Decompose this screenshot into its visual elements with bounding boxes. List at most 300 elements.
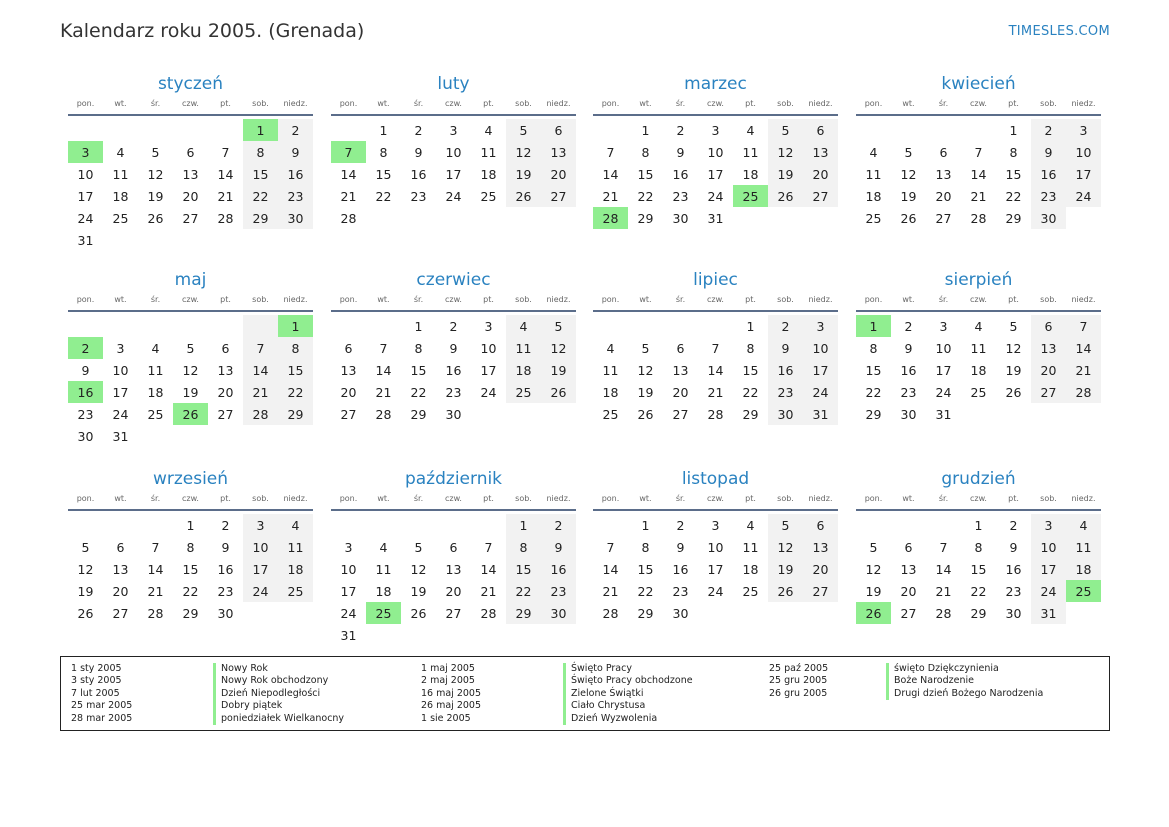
weekday-label: czw. [970, 295, 987, 304]
empty-cell [331, 315, 366, 337]
day-cell: 25 [112, 210, 129, 226]
day-cell: 10 [77, 166, 94, 182]
day-cell: 25 [742, 583, 759, 599]
page-title: Kalendarz roku 2005. (Grenada) [60, 20, 365, 42]
day-cell: 16 [1031, 163, 1066, 185]
day-cell: 17 [77, 188, 94, 204]
empty-cell [856, 514, 891, 536]
day-cell: 16 [768, 359, 803, 381]
day-cell: 9 [1031, 141, 1066, 163]
weekday-header [856, 294, 1101, 312]
day-cell: 29 [506, 602, 541, 624]
weekday-label: śr. [938, 494, 949, 503]
day-grid [856, 315, 1101, 425]
empty-cell [366, 514, 401, 536]
weekday-label: pt. [745, 99, 756, 108]
day-cell: 30 [217, 605, 234, 621]
day-cell: 17 [1031, 558, 1066, 580]
day-cell: 14 [602, 166, 619, 182]
holiday-day-cell: 25 [366, 602, 401, 624]
day-cell: 2 [1031, 119, 1066, 141]
day-cell: 25 [970, 384, 987, 400]
day-cell: 14 [935, 561, 952, 577]
empty-cell [891, 119, 926, 141]
weekday-label: pt. [1008, 99, 1019, 108]
day-cell: 17 [340, 583, 357, 599]
day-cell: 10 [1066, 141, 1101, 163]
day-cell: 2 [904, 318, 913, 334]
day-cell: 10 [445, 144, 462, 160]
holiday-day-cell: 25 [1066, 580, 1101, 602]
day-cell: 4 [116, 144, 125, 160]
day-cell: 28 [340, 210, 357, 226]
day-cell: 13 [340, 362, 357, 378]
day-cell: 26 [541, 381, 576, 403]
day-cell: 23 [1005, 583, 1022, 599]
day-cell: 2 [541, 514, 576, 536]
day-cell: 30 [278, 207, 313, 229]
day-cell: 31 [803, 403, 838, 425]
day-cell: 8 [506, 536, 541, 558]
day-cell: 15 [375, 166, 392, 182]
weekday-header [331, 98, 576, 116]
day-cell: 30 [672, 210, 689, 226]
weekday-header [331, 294, 576, 312]
day-cell: 25 [506, 381, 541, 403]
day-cell: 25 [480, 188, 497, 204]
weekday-label: czw. [182, 99, 199, 108]
day-cell: 21 [935, 583, 952, 599]
day-cell: 24 [243, 580, 278, 602]
empty-cell [331, 514, 366, 536]
weekday-label: pt. [220, 99, 231, 108]
day-cell: 10 [340, 561, 357, 577]
day-cell: 12 [506, 141, 541, 163]
day-cell: 25 [865, 210, 882, 226]
weekday-label: pon. [601, 295, 620, 304]
day-cell: 28 [602, 605, 619, 621]
day-cell: 11 [742, 539, 759, 555]
day-cell: 19 [637, 384, 654, 400]
day-cell: 10 [112, 362, 129, 378]
legend-date: 26 gru 2005 [769, 687, 828, 699]
day-cell: 29 [243, 207, 278, 229]
day-cell: 25 [278, 580, 313, 602]
day-cell: 20 [935, 188, 952, 204]
day-cell: 27 [672, 406, 689, 422]
day-cell: 6 [1031, 315, 1066, 337]
month-name: czerwiec [416, 270, 491, 290]
day-cell: 30 [541, 602, 576, 624]
holiday-day-cell: 26 [856, 602, 891, 624]
weekday-label: czw. [445, 494, 462, 503]
day-cell: 6 [904, 539, 913, 555]
day-cell: 4 [379, 539, 388, 555]
weekday-label: śr. [150, 295, 161, 304]
day-cell: 24 [1031, 580, 1066, 602]
day-cell: 22 [637, 188, 654, 204]
day-cell: 13 [112, 561, 129, 577]
day-cell: 6 [344, 340, 353, 356]
day-cell: 19 [768, 163, 803, 185]
day-cell: 22 [1005, 188, 1022, 204]
day-cell: 17 [1066, 163, 1101, 185]
day-cell: 30 [900, 406, 917, 422]
day-cell: 3 [1031, 514, 1066, 536]
day-cell: 16 [410, 166, 427, 182]
day-cell: 24 [803, 381, 838, 403]
weekday-label: śr. [413, 494, 424, 503]
weekday-label: wt. [114, 494, 127, 503]
day-cell: 19 [865, 583, 882, 599]
day-cell: 6 [449, 539, 458, 555]
day-cell: 19 [541, 359, 576, 381]
empty-cell [926, 514, 961, 536]
day-cell: 8 [186, 539, 195, 555]
weekday-label: pt. [220, 295, 231, 304]
day-cell: 20 [803, 558, 838, 580]
day-cell: 3 [449, 122, 458, 138]
day-cell: 8 [746, 340, 755, 356]
legend-holiday-name: Nowy Rok obchodzony [213, 675, 344, 687]
weekday-header [593, 98, 838, 116]
day-cell: 3 [484, 318, 493, 334]
day-cell: 23 [278, 185, 313, 207]
weekday-label: sob. [777, 494, 794, 503]
day-cell: 6 [221, 340, 230, 356]
weekday-label: pt. [483, 295, 494, 304]
day-cell: 28 [970, 210, 987, 226]
day-cell: 14 [602, 561, 619, 577]
legend-holiday-name: święto Dziękczynienia [886, 663, 1043, 675]
empty-cell [243, 315, 278, 337]
day-cell: 13 [803, 536, 838, 558]
weekday-label: czw. [707, 99, 724, 108]
weekday-header [68, 294, 313, 312]
month-name: kwiecień [941, 74, 1016, 94]
day-cell: 5 [414, 539, 423, 555]
month-name: grudzień [941, 469, 1016, 489]
day-cell: 15 [1005, 166, 1022, 182]
day-cell: 5 [768, 119, 803, 141]
day-grid [856, 119, 1101, 229]
day-cell: 29 [410, 406, 427, 422]
day-cell: 21 [602, 583, 619, 599]
day-grid [593, 119, 838, 229]
day-cell: 12 [77, 561, 94, 577]
day-cell: 30 [672, 605, 689, 621]
day-cell: 27 [935, 210, 952, 226]
empty-cell [68, 119, 103, 141]
day-cell: 10 [707, 539, 724, 555]
day-cell: 28 [147, 605, 164, 621]
day-cell: 19 [768, 558, 803, 580]
day-cell: 1 [746, 318, 755, 334]
day-cell: 3 [243, 514, 278, 536]
day-cell: 27 [803, 185, 838, 207]
day-cell: 30 [768, 403, 803, 425]
month-3 [593, 74, 838, 229]
day-cell: 27 [182, 210, 199, 226]
weekday-label: czw. [970, 99, 987, 108]
day-cell: 20 [112, 583, 129, 599]
legend-date: 28 mar 2005 [71, 712, 133, 724]
legend-holiday-name: Ciało Chrystusa [563, 700, 693, 712]
day-cell: 24 [707, 583, 724, 599]
empty-cell [593, 514, 628, 536]
weekday-header [68, 98, 313, 116]
day-cell: 19 [1005, 362, 1022, 378]
day-cell: 19 [182, 384, 199, 400]
weekday-label: wt. [639, 295, 652, 304]
weekday-label: sob. [1040, 295, 1057, 304]
empty-cell [856, 119, 891, 141]
day-cell: 29 [278, 403, 313, 425]
day-cell: 6 [541, 119, 576, 141]
empty-cell [103, 119, 138, 141]
day-cell: 22 [278, 381, 313, 403]
day-cell: 2 [278, 119, 313, 141]
day-cell: 14 [1066, 337, 1101, 359]
holiday-day-cell: 2 [68, 337, 103, 359]
day-cell: 19 [77, 583, 94, 599]
weekday-label: pt. [745, 494, 756, 503]
empty-cell [593, 315, 628, 337]
weekday-header [593, 493, 838, 511]
weekday-label: wt. [902, 295, 915, 304]
month-name: lipiec [693, 270, 738, 290]
day-cell: 14 [147, 561, 164, 577]
day-cell: 5 [81, 539, 90, 555]
day-cell: 31 [935, 406, 952, 422]
month-2 [331, 74, 576, 229]
weekday-label: pon. [864, 494, 883, 503]
day-cell: 21 [480, 583, 497, 599]
day-cell: 24 [445, 188, 462, 204]
day-cell: 20 [803, 163, 838, 185]
day-cell: 9 [81, 362, 90, 378]
weekday-label: niedz. [546, 99, 571, 108]
day-cell: 21 [147, 583, 164, 599]
day-cell: 15 [970, 561, 987, 577]
day-cell: 9 [449, 340, 458, 356]
month-name: maj [174, 270, 207, 290]
day-cell: 27 [445, 605, 462, 621]
day-cell: 20 [1031, 359, 1066, 381]
weekday-label: wt. [639, 99, 652, 108]
day-cell: 4 [606, 340, 615, 356]
day-cell: 24 [112, 406, 129, 422]
weekday-label: pon. [864, 99, 883, 108]
day-cell: 16 [1005, 561, 1022, 577]
day-cell: 12 [147, 166, 164, 182]
legend-date: 2 maj 2005 [421, 675, 475, 687]
day-cell: 30 [1005, 605, 1022, 621]
weekday-label: śr. [938, 99, 949, 108]
weekday-label: czw. [707, 295, 724, 304]
weekday-label: czw. [445, 99, 462, 108]
day-cell: 16 [445, 362, 462, 378]
empty-cell [173, 119, 208, 141]
weekday-label: pon. [864, 295, 883, 304]
empty-cell [68, 514, 103, 536]
day-cell: 24 [480, 384, 497, 400]
weekday-label: niedz. [546, 494, 571, 503]
day-cell: 15 [506, 558, 541, 580]
day-cell: 27 [217, 406, 234, 422]
weekday-label: śr. [150, 494, 161, 503]
day-cell: 13 [1031, 337, 1066, 359]
day-cell: 20 [900, 583, 917, 599]
empty-cell [208, 119, 243, 141]
month-9 [68, 469, 313, 624]
empty-cell [471, 514, 506, 536]
day-cell: 16 [672, 561, 689, 577]
holiday-day-cell: 7 [331, 141, 366, 163]
empty-cell [961, 119, 996, 141]
day-cell: 7 [606, 539, 615, 555]
day-cell: 5 [506, 119, 541, 141]
legend-holiday-name: Święto Pracy [563, 663, 693, 675]
legend-dates [421, 663, 481, 725]
day-cell: 4 [1066, 514, 1101, 536]
holiday-legend [60, 656, 1110, 731]
day-cell: 20 [672, 384, 689, 400]
day-cell: 19 [900, 188, 917, 204]
weekday-label: pon. [601, 99, 620, 108]
weekday-label: pt. [483, 494, 494, 503]
day-grid [68, 119, 313, 251]
day-cell: 31 [112, 428, 129, 444]
day-cell: 5 [1009, 318, 1018, 334]
day-cell: 9 [676, 539, 685, 555]
day-cell: 2 [414, 122, 423, 138]
day-cell: 4 [974, 318, 983, 334]
day-cell: 8 [869, 340, 878, 356]
day-cell: 16 [672, 166, 689, 182]
empty-cell [103, 514, 138, 536]
day-cell: 10 [480, 340, 497, 356]
day-cell: 23 [410, 188, 427, 204]
day-cell: 31 [1031, 602, 1066, 624]
day-cell: 6 [939, 144, 948, 160]
day-cell: 26 [768, 580, 803, 602]
day-cell: 23 [768, 381, 803, 403]
day-cell: 4 [746, 517, 755, 533]
day-cell: 4 [746, 122, 755, 138]
holiday-day-cell: 25 [733, 185, 768, 207]
day-cell: 29 [182, 605, 199, 621]
day-cell: 18 [602, 384, 619, 400]
weekday-label: pt. [1008, 295, 1019, 304]
day-cell: 5 [151, 144, 160, 160]
day-cell: 18 [112, 188, 129, 204]
day-cell: 8 [414, 340, 423, 356]
day-cell: 22 [410, 384, 427, 400]
day-cell: 17 [707, 166, 724, 182]
day-cell: 5 [904, 144, 913, 160]
day-cell: 7 [711, 340, 720, 356]
day-cell: 24 [707, 188, 724, 204]
empty-cell [663, 315, 698, 337]
day-cell: 28 [243, 403, 278, 425]
day-cell: 26 [900, 210, 917, 226]
day-cell: 20 [340, 384, 357, 400]
weekday-label: niedz. [1071, 494, 1096, 503]
day-cell: 15 [243, 163, 278, 185]
day-cell: 4 [506, 315, 541, 337]
day-cell: 12 [900, 166, 917, 182]
day-cell: 3 [803, 315, 838, 337]
day-cell: 13 [217, 362, 234, 378]
month-11 [593, 469, 838, 624]
day-cell: 28 [217, 210, 234, 226]
day-cell: 17 [480, 362, 497, 378]
day-cell: 29 [742, 406, 759, 422]
day-cell: 3 [344, 539, 353, 555]
day-cell: 26 [768, 185, 803, 207]
day-cell: 28 [1066, 381, 1101, 403]
day-cell: 22 [637, 583, 654, 599]
weekday-label: niedz. [283, 99, 308, 108]
day-cell: 11 [970, 340, 987, 356]
day-cell: 11 [742, 144, 759, 160]
legend-dates [769, 663, 828, 700]
day-cell: 27 [340, 406, 357, 422]
weekday-label: wt. [377, 99, 390, 108]
day-grid [593, 315, 838, 425]
day-cell: 25 [602, 406, 619, 422]
day-cell: 12 [182, 362, 199, 378]
empty-cell [103, 315, 138, 337]
day-cell: 18 [1066, 558, 1101, 580]
day-cell: 10 [1031, 536, 1066, 558]
legend-names [886, 663, 1043, 700]
weekday-label: wt. [377, 494, 390, 503]
day-cell: 13 [672, 362, 689, 378]
day-cell: 16 [217, 561, 234, 577]
legend-names [213, 663, 344, 725]
day-cell: 7 [243, 337, 278, 359]
day-cell: 22 [865, 384, 882, 400]
day-cell: 23 [672, 583, 689, 599]
weekday-label: śr. [150, 99, 161, 108]
day-cell: 3 [116, 340, 125, 356]
weekday-label: niedz. [283, 494, 308, 503]
day-cell: 11 [112, 166, 129, 182]
day-cell: 20 [217, 384, 234, 400]
empty-cell [698, 315, 733, 337]
day-cell: 21 [970, 188, 987, 204]
brand-link[interactable]: TIMESLES.COM [1008, 24, 1110, 39]
month-name: listopad [681, 469, 750, 489]
day-grid [331, 119, 576, 229]
legend-date: 25 paź 2005 [769, 663, 829, 674]
day-cell: 7 [606, 144, 615, 160]
day-cell: 12 [1005, 340, 1022, 356]
day-cell: 17 [112, 384, 129, 400]
day-cell: 23 [217, 583, 234, 599]
day-cell: 24 [935, 384, 952, 400]
day-cell: 8 [243, 141, 278, 163]
weekday-label: niedz. [808, 99, 833, 108]
weekday-label: wt. [902, 99, 915, 108]
day-cell: 6 [803, 514, 838, 536]
day-cell: 3 [711, 122, 720, 138]
weekday-label: pon. [339, 494, 358, 503]
empty-cell [331, 119, 366, 141]
legend-date: 25 mar 2005 [71, 700, 133, 712]
